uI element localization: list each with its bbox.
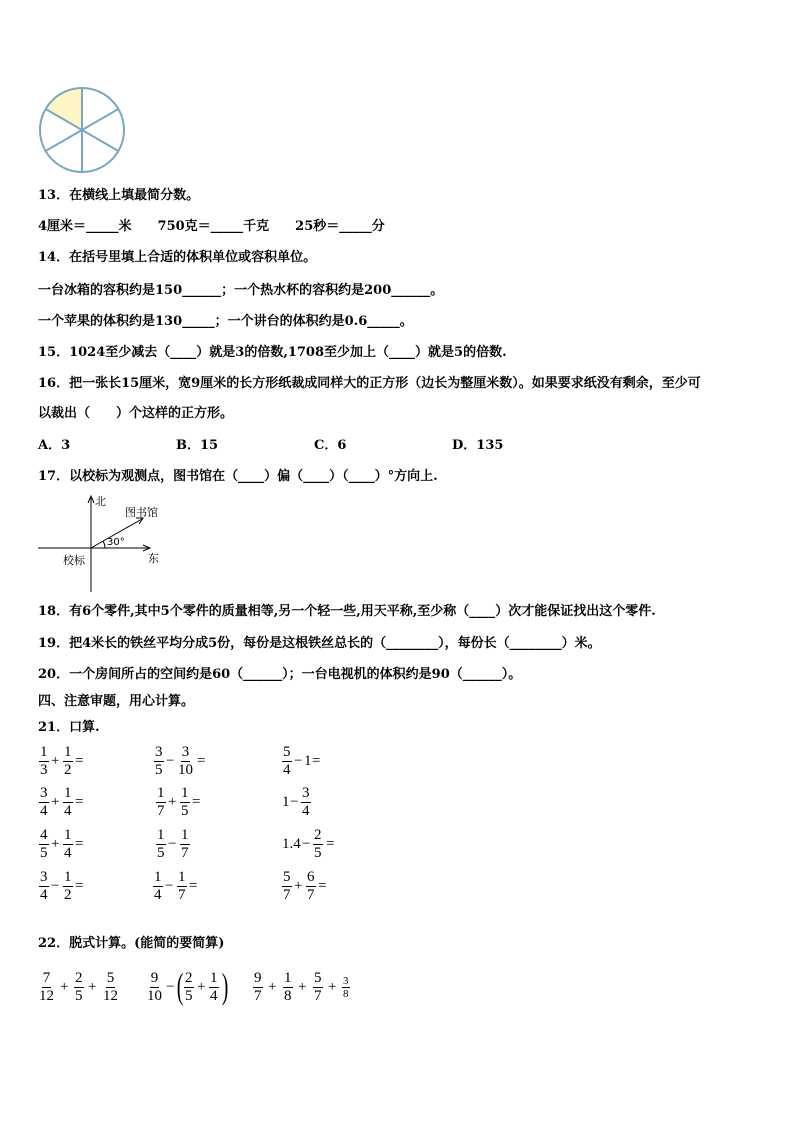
equals-sign: = <box>197 753 206 769</box>
pie-figure <box>36 84 128 176</box>
q15-text: 15．1024至少减去（____）就是3的倍数,1708至少加上（____）就是5的倍数. <box>38 345 507 360</box>
fraction: $\frac{1}{7}$ <box>157 785 165 819</box>
plus-sign: + <box>88 979 97 995</box>
section4-title: 四、注意审题，用心计算。 <box>38 694 195 709</box>
equals-sign: = <box>326 836 335 852</box>
q16-option-a: A．3 <box>38 438 71 453</box>
fraction: $\frac{1}{8}$ <box>284 970 292 1004</box>
fraction: $\frac{5}{12}$ <box>103 970 118 1004</box>
plus-sign: + <box>51 753 60 769</box>
plus-sign: + <box>294 878 303 894</box>
fraction: $\frac{3}{8}$ <box>343 975 349 1000</box>
right-paren: ) <box>221 966 229 1006</box>
equals-sign: = <box>75 878 84 894</box>
fraction: $\frac{7}{12}$ <box>39 970 54 1004</box>
fraction: $\frac{6}{7}$ <box>307 869 315 903</box>
fraction: $\frac{3}{4}$ <box>40 869 48 903</box>
fraction: $\frac{1}{7}$ <box>178 869 186 903</box>
plus-sign: + <box>60 979 69 995</box>
fraction: $\frac{1}{4}$ <box>64 785 72 819</box>
minus-sign: − <box>166 979 175 995</box>
number: 1 <box>304 753 312 769</box>
equals-sign: = <box>189 878 198 894</box>
fraction: $\frac{3}{5}$ <box>155 744 163 778</box>
direction-diagram <box>36 492 171 594</box>
equals-sign: = <box>312 753 321 769</box>
q13-title: 13．在横线上填最简分数。 <box>38 188 200 203</box>
fraction: $\frac{2}{5}$ <box>75 970 83 1004</box>
fraction: $\frac{3}{4}$ <box>40 785 48 819</box>
fraction: $\frac{4}{5}$ <box>40 827 48 861</box>
minus-sign: − <box>51 878 60 894</box>
fraction: $\frac{1}{5}$ <box>181 785 189 819</box>
plus-sign: + <box>168 794 177 810</box>
q22-title: 22．脱式计算。(能简的要简算) <box>38 936 225 951</box>
angle-label: 30° <box>107 537 125 548</box>
q14-title: 14．在括号里填上合适的体积单位或容积单位。 <box>38 250 317 265</box>
fraction: $\frac{1}{2}$ <box>64 869 72 903</box>
east-label: 东 <box>148 552 159 565</box>
minus-sign: − <box>294 753 303 769</box>
pie-shaded-sector <box>46 88 82 130</box>
fraction: $\frac{5}{7}$ <box>314 970 322 1004</box>
q16-line2: 以裁出（ ）个这样的正方形。 <box>38 406 234 421</box>
fraction: $\frac{9}{10}$ <box>147 970 162 1004</box>
plus-sign: + <box>51 836 60 852</box>
north-label: 北 <box>95 495 106 508</box>
fraction: $\frac{3}{10}$ <box>178 744 193 778</box>
q16-option-d: D．135 <box>452 438 504 453</box>
minus-sign: − <box>290 794 299 810</box>
q17-text: 17．以校标为观测点，图书馆在（____）偏（____）（____）°方向上. <box>38 469 438 484</box>
equals-sign: = <box>75 794 84 810</box>
q20-text: 20．一个房间所占的空间约是60（______）；一台电视机的体积约是90（______）。 <box>38 667 522 682</box>
minus-sign: − <box>165 878 174 894</box>
fraction: $\frac{3}{4}$ <box>302 785 310 819</box>
q14-line2: 一个苹果的体积约是130_____；一个讲台的体积约是0.6_____。 <box>38 314 413 329</box>
left-paren: ( <box>176 966 184 1006</box>
fraction: $\frac{1}{5}$ <box>157 827 165 861</box>
equals-sign: = <box>318 878 327 894</box>
plus-sign: + <box>51 794 60 810</box>
q19-text: 19．把4米长的铁丝平均分成5份，每份是这根铁丝总长的（________），每份长（________）米。 <box>38 636 601 651</box>
plus-sign: + <box>298 979 307 995</box>
origin-label: 校标 <box>63 554 85 567</box>
minus-sign: − <box>166 753 175 769</box>
q16-option-c: C．6 <box>314 438 347 453</box>
equals-sign: = <box>75 836 84 852</box>
fraction: $\frac{1}{2}$ <box>64 744 72 778</box>
q21-title: 21．口算. <box>38 720 100 735</box>
target-label: 图书馆 <box>125 506 158 519</box>
plus-sign: + <box>268 979 277 995</box>
minus-sign: − <box>302 836 311 852</box>
plus-sign: + <box>328 979 337 995</box>
fraction: $\frac{1}{4}$ <box>64 827 72 861</box>
equals-sign: = <box>192 794 201 810</box>
fraction: $\frac{9}{7}$ <box>254 970 262 1004</box>
fraction: $\frac{2}{5}$ <box>185 970 193 1004</box>
fraction: $\frac{1}{3}$ <box>40 744 48 778</box>
fraction: $\frac{1}{4}$ <box>210 970 218 1004</box>
q18-text: 18．有6个零件,其中5个零件的质量相等,另一个轻一些,用天平称,至少称（____）次才能保证找出这个零件. <box>38 604 656 619</box>
q16-line1: 16．把一张长15厘米，宽9厘米的长方形纸裁成同样大的正方形（边长为整厘米数）。如果要求纸没有剩余，至少可 <box>38 376 701 391</box>
number: 1 <box>282 794 290 810</box>
plus-sign: + <box>197 979 206 995</box>
number: 1.4 <box>282 836 301 852</box>
fraction: $\frac{2}{5}$ <box>314 827 322 861</box>
q14-line1: 一台冰箱的容积约是150______；一个热水杯的容积约是200______。 <box>38 283 444 298</box>
minus-sign: − <box>168 836 177 852</box>
equals-sign: = <box>75 753 84 769</box>
fraction: $\frac{1}{4}$ <box>154 869 162 903</box>
angle-arc <box>103 541 105 548</box>
fraction: $\frac{5}{4}$ <box>283 744 291 778</box>
q13-line: 4厘米＝_____米 750克＝_____千克 25秒＝_____分 <box>38 219 385 234</box>
fraction: $\frac{1}{7}$ <box>181 827 189 861</box>
q16-option-b: B．15 <box>176 438 219 453</box>
fraction: $\frac{5}{7}$ <box>283 869 291 903</box>
